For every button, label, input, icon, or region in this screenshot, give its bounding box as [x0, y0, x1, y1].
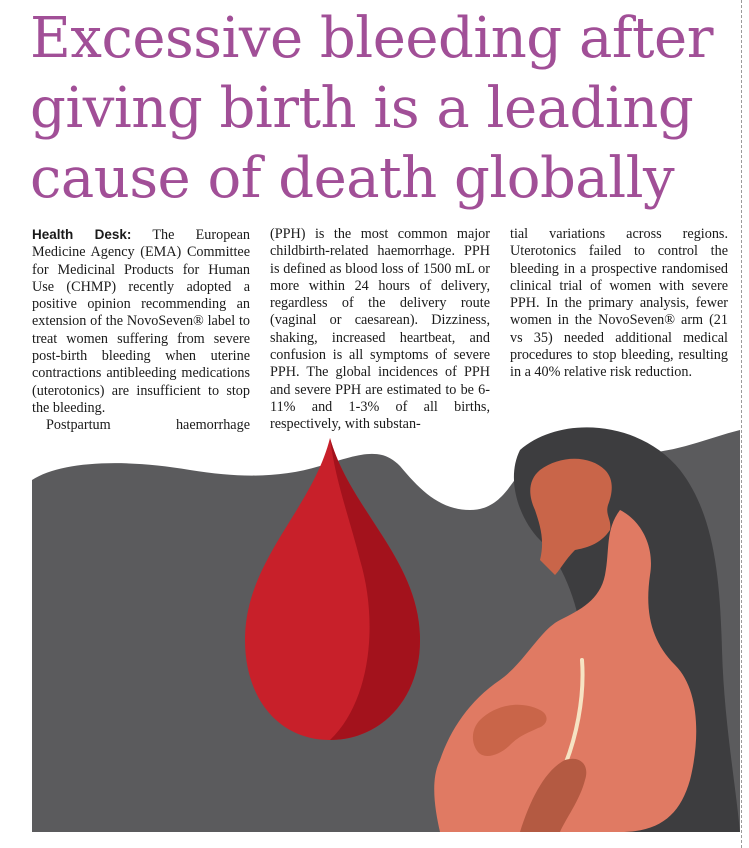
page-edge-rule [741, 0, 742, 848]
pph-lead: Postpartum haemorrhage [46, 417, 250, 434]
headline: Excessive bleeding after giving birth is a leading cause of death globally [30, 6, 713, 211]
pph-definition-paragraph: (PPH) is the most common major childbirth-related haemorrhage. PPH is defined as blood loss of 1500 mL or more within 24 hours of delivery, regardless of the delivery route (vaginal or caesarean). Dizziness, shaking, increased heartbeat, and confusion is all symptoms of severe PPH. The global incidences of PPH and severe PPH are estimated to be 6-11% and 1-3% of all births, respectively, with substan- [270, 226, 490, 433]
intro-paragraph [32, 226, 250, 417]
intro-text: The European Medicine Agency (EMA) Committee for Medicinal Products for Human Use (CHMP) recently adopted a positive opinion recommending an extension of the NovoSeven® label to treat women suffering from severe post-birth bleeding when uterine contractions antibleeding medications (uterotonics) are insufficient to stop the bleeding. [32, 227, 250, 416]
article-column-1 [32, 226, 250, 435]
trial-results-paragraph: tial variations across regions. Uterotonics failed to control the bleeding in a prospective randomised clinical trial of women with severe PPH. In the primary analysis, fewer women in the NovoSeven® arm (21 vs 35) needed additional medical procedures to stop bleeding, resulting in a 40% relative risk reduction. [510, 226, 728, 381]
desk-label: Health Desk: [32, 227, 132, 242]
article-column-3 [510, 226, 728, 382]
article-column-2 [270, 226, 490, 434]
